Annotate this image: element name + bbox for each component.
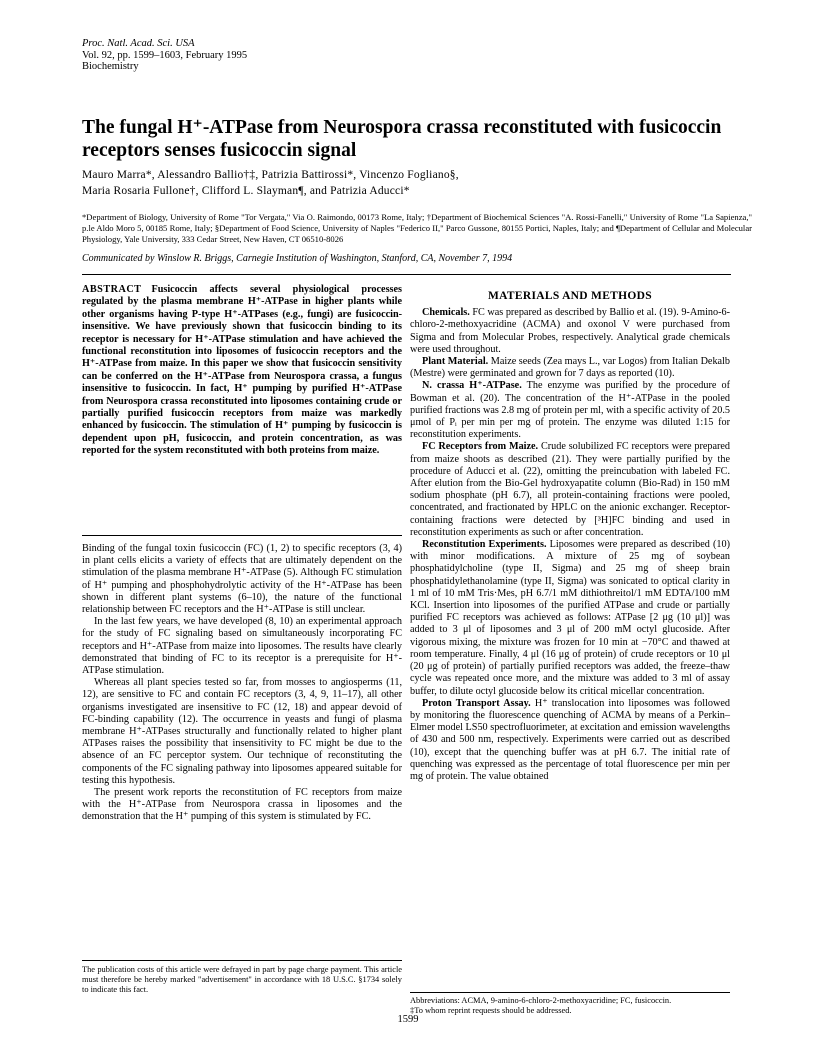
communicated-by: Communicated by Winslow R. Briggs, Carnegie Institution of Washington, Stanford, CA, November 7, 1994 [82, 253, 513, 264]
methods-paragraph [410, 380, 730, 441]
abbreviations-divider [410, 992, 730, 993]
reprint-note: ‡To whom reprint requests should be addressed. [410, 1006, 572, 1016]
run-in-heading: Proton Transport Assay. [422, 697, 531, 709]
affiliations: *Department of Biology, University of Rome "Tor Vergata," Via O. Raimondo, 00173 Rome, Italy; †Department of Biochemical Sciences "A. Rossi-Fanelli," University of Rome "La Sapienza," p.le Aldo Moro 5, 00185 Rome, Italy; §Department of Food Science, University of Naples "Federico II," Parco Gussone, 80155 Portici, Naples, Italy; and ¶Department of Cellular and Molecular Physiology, Yale University, 333 Cedar Street, New Haven, CT 06510-8026 [82, 212, 752, 244]
paragraph-text: Crude solubilized FC receptors were prepared from maize shoots as described (21). They were partially purified by the procedure of Aducci et al. (22), omitting the preincubation with labeled FC. After elution from the Bio-Gel hydroxyapatite column (Bio-Rad) in 150 mM sodium phosphate (pH 6.7), all protein-containing fractions were pooled, concentrated, and fractionated by HPLC on the anionic exchanger. Receptor-containing fractions were detected by [³H]FC binding and used in reconstitution experiments as such or after concentration. [410, 441, 730, 538]
author-list [82, 167, 459, 199]
run-in-heading: Reconstitution Experiments. [422, 539, 547, 551]
methods-paragraph [410, 307, 730, 356]
journal-header [82, 38, 247, 73]
methods-paragraph [410, 441, 730, 539]
footnote-divider [82, 960, 402, 961]
page-number: 1599 [397, 1014, 419, 1025]
paragraph-text: Maize seeds (Zea mays L., var Logos) from Italian Dekalb (Mestre) were germinated and grown for 7 days as reported (10). [410, 356, 730, 380]
paragraph-text: Liposomes were prepared as described (10) with minor modifications. A mixture of 25 mg of soybean phosphatidylcholine (type II, Sigma) and 25 mg of sheep brain phosphatidylethanolamine (type II, Sigma) was sonicated to optical clarity in 1 ml of 10 mM Tris·Mes, pH 6.7/1 mM dithiothreitol/1 mM EDTA/100 mM KCl. Insertion into liposomes of the purified ATPase and crude or partially purified FC receptors was achieved as follows: ATPase [2 μg (10 μl)] was added to 3 μl of liposomes and 3 μl of 200 mM octyl glucoside. After vigorous mixing, the mixture was frozen for 10 min at −70°C and thawed at room temperature. Finally, 4 μl (16 μg of protein) of crude receptors or 10 μl (20 μg of protein) of partially purified receptors was added, the freeze–thaw cycle was repeated once more, and the mixture was added to 3 ml of assay buffer, to dilute octyl glucoside below its critical micellar concentration. [410, 539, 730, 697]
section-heading: MATERIALS AND METHODS [488, 290, 652, 302]
publication-cost-footnote: The publication costs of this article were defrayed in part by page charge payment. This article must therefore be hereby marked "advertisement" in accordance with 18 U.S.C. §1734 solely to indicate this fact. [82, 965, 402, 995]
author-line-2: Maria Rosaria Fullone†, Clifford L. Slayman¶, and Patrizia Aducci* [82, 185, 410, 197]
header-divider [82, 274, 731, 275]
abstract-label: ABSTRACT [82, 284, 142, 295]
intro-paragraph: Binding of the fungal toxin fusicoccin (FC) (1, 2) to specific receptors (3, 4) in plant cells elicits a variety of effects that are ultimately dependent on the stimulation of the plasma membrane H⁺-ATPase (5). Although FC stimulation of H⁺ pumping and phosphohydrolytic activity of the H⁺-ATPase has been shown in different plant systems (6–10), the nature of the functional relationship between FC receptors and the H⁺-ATPase is still unclear. [82, 543, 402, 616]
run-in-heading: N. crassa H⁺-ATPase. [422, 380, 522, 392]
intro-paragraph: Whereas all plant species tested so far, from mosses to angiosperms (11, 12), are sensitive to FC and contain FC receptors (3, 4, 9, 11–17), all other organisms investigated are insensitive to FC (12, 18) and appear devoid of FC-binding capability (12). The occurrence in yeasts and fungi of plasma membrane H⁺-ATPases structurally and functionally related to higher plant ATPases raises the possibility that insensitivity to FC might be due to the absence of an FC perceptor system. Our technique of reconstituting the components of the FC signaling pathway into liposomes appeared suitable for testing this hypothesis. [82, 677, 402, 786]
abstract-text: Fusicoccin affects several physiological processes regulated by the plasma membrane H⁺-ATPase in higher plants while other organisms having P-type H⁺-ATPases (e.g., fungi) are fusicoccin-insensitive. We have previously shown that fusicoccin binding to its receptor is necessary for H⁺-ATPase stimulation and have achieved the functional reconstitution into liposomes of fusicoccin receptors and the H⁺-ATPase from maize. In this paper we show that fusicoccin sensitivity can be conferred on the H⁺-ATPase from Neurospora crassa, a fungus insensitive to fusicoccin. In fact, H⁺ pumping by purified H⁺-ATPase from Neurospora crassa reconstituted into liposomes containing crude or partially purified fusicoccin receptors from maize was markedly enhanced by fusicoccin. The stimulation of H⁺ pumping by fusicoccin is dependent upon pH, fusicoccin, and protein concentration, as was reported for the system reconstituted with both proteins from maize. [82, 284, 402, 457]
run-in-heading: FC Receptors from Maize. [422, 441, 539, 453]
journal-section: Biochemistry [82, 61, 139, 72]
materials-and-methods [410, 290, 730, 783]
author-line-1: Mauro Marra*, Alessandro Ballio†‡, Patrizia Battirossi*, Vincenzo Fogliano§, [82, 169, 459, 181]
abstract-divider [82, 535, 402, 536]
run-in-heading: Plant Material. [422, 356, 489, 368]
journal-volume: Vol. 92, pp. 1599–1603, February 1995 [82, 49, 248, 61]
article-title: The fungal H⁺-ATPase from Neurospora crassa reconstituted with fusicoccin receptors senses fusicoccin signal [82, 117, 722, 161]
paragraph-text: The enzyme was purified by the procedure of Bowman et al. (20). The concentration of the H⁺-ATPase in the pooled purified fractions was 2.8 mg of protein per ml, with a specific activity of 20.5 μmol of Pᵢ per min per mg of protein. The enzyme was diluted 1:15 for reconstitution experiments. [410, 380, 730, 441]
introduction [82, 543, 402, 824]
paragraph-text: FC was prepared as described by Ballio et al. (19). 9-Amino-6-chloro-2-methoxyacridine (ACMA) and oxonol V were purchased from Sigma and from Molecular Probes, respectively. Analytical grade chemicals were used throughout. [410, 307, 730, 355]
paragraph-text: H⁺ translocation into liposomes was followed by monitoring the fluorescence quenching of ACMA by means of a Perkin–Elmer model LS50 spectrofluorimeter, at excitation and emission wavelengths of 430 and 500 nm, respectively. Experiments were carried out as described (10), except that the quenching buffer was at pH 6.7. The initial rate of quenching was expressed as the percentage of total fluorescence per min per mg of protein. The value obtained [410, 697, 730, 782]
abbreviations: Abbreviations: ACMA, 9-amino-6-chloro-2-methoxyacridine; FC, fusicoccin. [410, 996, 672, 1005]
methods-paragraph [410, 698, 730, 783]
methods-paragraph [410, 356, 730, 380]
abstract [82, 284, 402, 458]
methods-paragraph [410, 539, 730, 698]
run-in-heading: Chemicals. [422, 307, 470, 319]
journal-name: Proc. Natl. Acad. Sci. USA [82, 38, 195, 49]
intro-paragraph: The present work reports the reconstitution of FC receptors from maize with the H⁺-ATPase from Neurospora crassa in liposomes and the demonstration that the H⁺ pumping of this system is stimulated by FC. [82, 787, 402, 823]
intro-paragraph: In the last few years, we have developed (8, 10) an experimental approach for the study of FC signaling based on simultaneously incorporating FC receptors and H⁺-ATPase from maize into liposomes. The results have clearly demonstrated that binding of FC to its receptor is a prerequisite for H⁺-ATPase stimulation. [82, 616, 402, 677]
